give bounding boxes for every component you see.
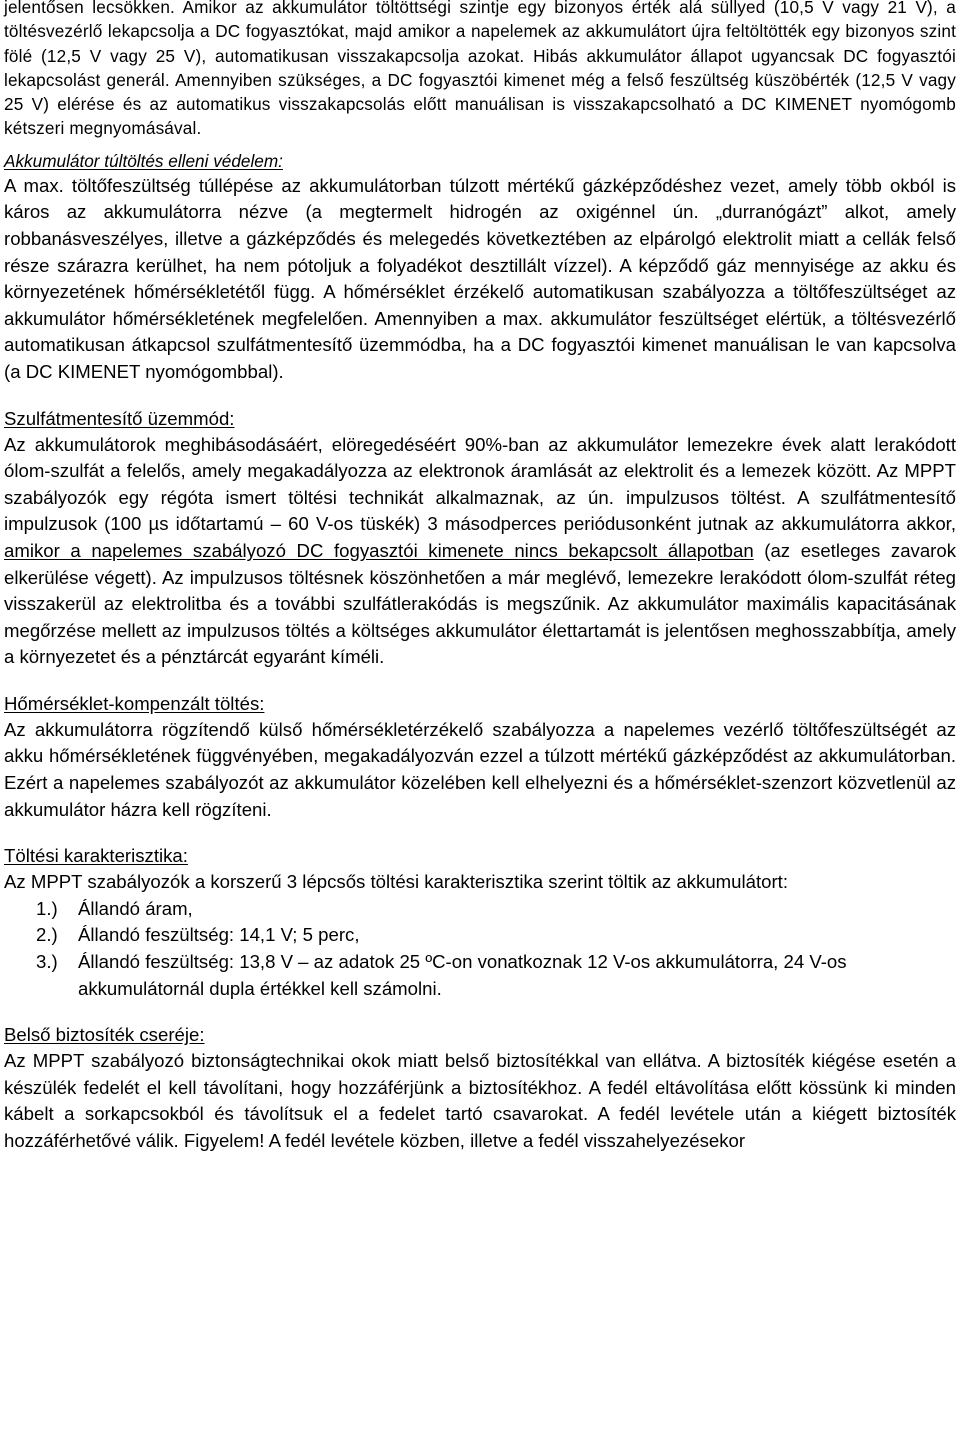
desulfation-underlined-text: amikor a napelemes szabályozó DC fogyasztói kimenete nincs bekapcsolt állapotban — [4, 539, 754, 561]
overcharge-protection-heading: Akkumulátor túltöltés elleni védelem: — [4, 150, 283, 171]
desulfation-mode-heading: Szulfátmentesítő üzemmód: — [4, 407, 235, 429]
charging-characteristic-body: Az MPPT szabályozók a korszerű 3 lépcsős töltési karakterisztika szerint töltik az akkumulátort: — [4, 871, 788, 893]
internal-fuse-body: Az MPPT szabályozó biztonságtechnikai okok miatt belső biztosítékkal van ellátva. A biztosíték kiégése esetén a készülék fedelét el kell távolítani, hogy hozzáférjünk a biztosítékhoz. A fedél eltávolítása előtt kössünk ki minden kábelt a sorkapcsokból és távolítsuk el a fedelet tartó csavarokat. A fedél levétele után a kiégett biztosíték hozzáférhetővé válik. Figyelem! A fedél levétele közben, illetve a fedél visszahelyezésekor — [4, 1050, 956, 1151]
list-item-number: 3.) — [36, 951, 58, 973]
internal-fuse-heading: Belső biztosíték cseréje: — [4, 1024, 205, 1046]
list-item-number: 2.) — [36, 924, 58, 946]
charging-characteristic-heading: Töltési karakterisztika: — [4, 845, 188, 867]
list-item-text: Állandó áram, — [78, 897, 193, 919]
intro-paragraph: jelentősen lecsökken. Amikor az akkumulátor töltöttségi szintje egy bizonyos érték alá süllyed (10,5 V vagy 21 V), a töltésvezérlő lekapcsolja a DC fogyasztókat, majd amikor a napelemek az akkumulátort újra feltöltötték egy bizonyos szint fölé (12,5 V vagy 25 V), automatikusan visszakapcsolja azokat. Hibás akkumulátor állapot ugyancsak DC fogyasztói lekapcsolást generál. Amennyiben szükséges, a DC fogyasztói kimenet még a felső feszültség küszöbérték (12,5 V vagy 25 V) elérése és az automatikus visszakapcsolás előtt manuálisan is visszakapcsolható a DC KIMENET nyomógomb kétszeri megnyomásával. — [4, 0, 956, 139]
temperature-compensated-body: Az akkumulátorra rögzítendő külső hőmérsékletérzékelő szabályozza a napelemes vezérlő töltőfeszültségét az akku hőmérsékletének függvényében, megakadályozván ezzel a túlzott mértékű gázképződést az akkumulátorban. Ezért a napelemes szabályozót az akkumulátor közelében kell elhelyezni és a hőmérséklet-szenzort közvetlenül az akkumulátor házra kell rögzíteni. — [4, 718, 956, 820]
desulfation-text-before: Az akkumulátorok meghibásodásáért, elöregedéséért 90%-ban az akkumulátor lemezekre évek alatt lerakódott ólom-szulfát a felelős, amely megakadályozza az elektronok áramlását az elektrolit és a lemezek között. Az MPPT szabályozók egy régóta ismert töltési technikát alkalmaznak, az ún. impulzusos töltést. A szulfátmentesítő impulzusok (100 µs időtartamú – 60 V-os tüskék) 3 másodperces periódusonként jutnak az akkumulátorra akkor, — [4, 433, 956, 535]
list-item — [4, 922, 956, 949]
list-item-number: 1.) — [36, 897, 58, 919]
desulfation-mode-body — [4, 432, 956, 671]
list-item-text: Állandó feszültség: 14,1 V; 5 perc, — [78, 924, 360, 946]
overcharge-protection-body: A max. töltőfeszültség túllépése az akkumulátorban túlzott mértékű gázképződéshez vezet, amely több okból is káros az akkumulátorra nézve (a megtermelt hidrogén az oxigénnel ún. „durranógázt” alkot, amely robbanásveszélyes, illetve a gázképződés és melegedés következtében az elpárolgó elektrolit miatt a cellák felső része szárazra kerülhet, ha nem pótoljuk a folyadékot desztillált vízzel). A képződő gáz mennyisége az akku és környezetének hőmérsékletétől függ. A hőmérséklet érzékelő automatikusan szabályozza a töltőfeszültséget az akkumulátor hőmérsékletének megfelelően. Amennyiben a max. akkumulátor feszültséget elértük, a töltésvezérlő automatikusan átkapcsol szulfátmentesítő üzemmódba, ha a DC fogyasztói kimenet manuálisan le van kapcsolva (a DC KIMENET nyomógombbal). — [4, 174, 956, 382]
list-item-text: Állandó feszültség: 13,8 V – az adatok 25 ºC-on vonatkoznak 12 V-os akkumulátorra, 24 V-os akkumulátornál dupla értékkel kell számolni. — [78, 951, 847, 999]
charging-steps-list — [4, 896, 956, 1002]
list-item — [4, 949, 956, 1002]
desulfation-text-after: (az esetleges zavarok elkerülése végett). Az impulzusos töltésnek köszönhetően a már meglévő, lemezekre lerakódott ólom-szulfát réteg visszakerül az elektrolitba és a további szulfátlerakódás is megszűnik. Az akkumulátor maximális kapacitásának megőrzése mellett az impulzusos töltés a költséges akkumulátor élettartamát is jelentősen meghosszabbítja, amely a környezetet és a pénztárcát egyaránt kíméli. — [4, 539, 957, 668]
temperature-compensated-heading: Hőmérséklet-kompenzált töltés: — [4, 692, 265, 714]
list-item — [4, 896, 956, 923]
